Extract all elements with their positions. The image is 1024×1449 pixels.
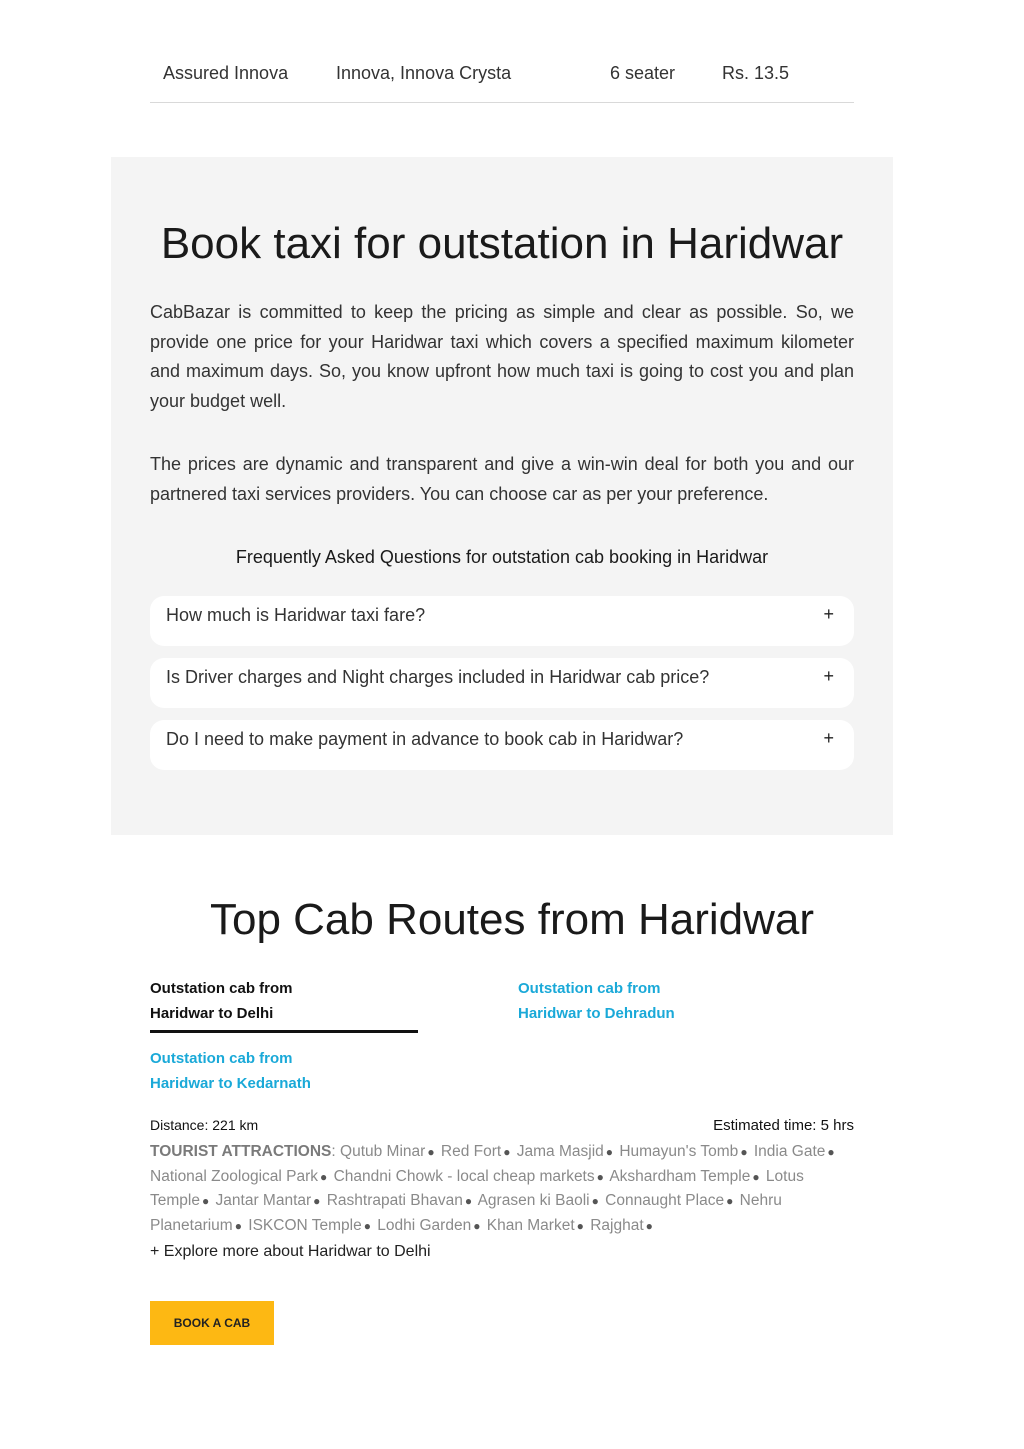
route-tab-delhi[interactable]	[150, 976, 418, 1026]
attraction-item: Agrasen ki Baoli	[477, 1192, 590, 1209]
dynamic-price-paragraph: The prices are dynamic and transparent and give a win-win deal for both you and our partnered taxi services providers. You can choose car as per your preference.	[150, 454, 854, 504]
expand-icon[interactable]: +	[823, 604, 834, 624]
attraction-item: India Gate	[753, 1143, 826, 1160]
bullet-separator: ●	[576, 1218, 584, 1233]
pricing-paragraph: CabBazar is committed to keep the pricing as simple and clear as possible. So, we provide one price for your Haridwar taxi which covers a specified maximum kilometer and maximum days. So, you know upfront how much taxi is going to cost you and plan your budget well.	[150, 302, 854, 411]
bullet-separator: ●	[740, 1145, 748, 1159]
route-tab-dehradun[interactable]	[518, 976, 786, 1026]
route-tab-line1: Outstation cab from	[518, 980, 661, 997]
car-rate: Rs. 13.5	[722, 63, 790, 83]
distance-value: 221 km	[212, 1117, 259, 1133]
bullet-separator: ●	[752, 1169, 760, 1184]
attraction-item: Connaught Place	[605, 1192, 725, 1209]
bullet-separator: ●	[596, 1169, 604, 1184]
bullet-separator: ●	[464, 1194, 473, 1208]
attraction-item: Lodhi Garden	[377, 1216, 472, 1234]
attraction-item: Nehru Planetarium	[150, 1192, 782, 1234]
attractions-label: TOURIST ATTRACTIONS	[150, 1143, 332, 1160]
faq-item-taxi-fare[interactable]	[150, 596, 854, 646]
car-type: Assured Innova	[163, 63, 289, 83]
faq-heading: Frequently Asked Questions for outstation cab booking in Haridwar	[235, 547, 769, 567]
routes-title: Top Cab Routes from Haridwar	[209, 895, 814, 944]
route-distance	[150, 1117, 258, 1133]
faq-question: Is Driver charges and Night charges included in Haridwar cab price?	[166, 667, 710, 687]
expand-icon[interactable]: +	[823, 666, 834, 686]
bullet-separator: ●	[313, 1194, 321, 1208]
car-capacity: 6 seater	[610, 63, 676, 83]
attraction-item: Lotus Temple	[150, 1167, 804, 1209]
route-tab-line2: Haridwar to Dehradun	[518, 1005, 675, 1022]
route-tab-line1: Outstation cab from	[150, 980, 293, 997]
attraction-item: Jama Masjid	[516, 1143, 604, 1160]
route-tab-line2: Haridwar to Delhi	[150, 1005, 274, 1022]
attraction-item: ISKCON Temple	[248, 1216, 362, 1234]
route-tab-line1: Outstation cab from	[150, 1050, 293, 1067]
bullet-separator: ●	[591, 1194, 599, 1208]
attraction-item: Akshardham Temple	[609, 1167, 751, 1185]
faq-question: Do I need to make payment in advance to book cab in Haridwar?	[166, 729, 684, 749]
bullet-separator: ●	[473, 1218, 481, 1233]
attraction-item: Khan Market	[486, 1216, 575, 1234]
expand-icon[interactable]: +	[823, 728, 834, 748]
faq-item-advance-payment[interactable]	[150, 720, 854, 770]
booking-info-section	[111, 157, 893, 835]
time-value: 5 hrs	[820, 1117, 854, 1134]
bullet-separator: ●	[726, 1194, 734, 1208]
bullet-separator: ●	[827, 1145, 835, 1159]
bullet-separator: ●	[201, 1194, 210, 1208]
attraction-item: Qutub Minar	[340, 1143, 426, 1160]
bullet-separator: ●	[503, 1145, 511, 1159]
bullet-separator: ●	[605, 1145, 614, 1159]
route-tab-kedarnath[interactable]	[150, 1046, 418, 1096]
car-rate-row	[150, 52, 854, 103]
attraction-item: Humayun's Tomb	[619, 1143, 739, 1160]
attraction-item: Jantar Mantar	[215, 1192, 312, 1209]
bullet-separator: ●	[427, 1145, 435, 1159]
faq-item-driver-charges[interactable]	[150, 658, 854, 708]
attraction-item: Red Fort	[440, 1143, 502, 1160]
active-tab-underline	[150, 1030, 418, 1033]
route-estimated-time	[713, 1117, 854, 1134]
booking-title: Book taxi for outstation in Haridwar	[160, 219, 844, 268]
time-label: Estimated time:	[713, 1117, 817, 1134]
faq-question: How much is Haridwar taxi fare?	[166, 605, 426, 625]
attraction-item: Rajghat	[590, 1216, 644, 1234]
explore-route-link[interactable]: + Explore more about Haridwar to Delhi	[150, 1243, 431, 1260]
bullet-separator: ●	[320, 1169, 328, 1184]
attraction-item: National Zoological Park	[150, 1167, 319, 1185]
bullet-separator: ●	[645, 1218, 653, 1233]
bullet-separator: ●	[234, 1218, 242, 1233]
bullet-separator: ●	[363, 1218, 371, 1233]
route-tab-line2: Haridwar to Kedarnath	[150, 1075, 311, 1092]
distance-label: Distance:	[150, 1117, 209, 1133]
book-cab-button[interactable]: BOOK A CAB	[150, 1301, 274, 1345]
tourist-attractions: TOURIST ATTRACTIONS: Qutub Minar ● Red Fort ● Jama Masjid ● Humayun's Tomb ● India Gate ● National Zoological Park ● Chandni Chowk - local cheap markets ● Akshardham Temple ● Lotus Temple ● Jantar Mantar ● Rashtrapati Bhavan ● Agrasen ki Baoli ● Connaught Place ● Nehru Planetarium ● ISKCON Temple ● Lodhi Garden ● Khan Market ● Rajghat ●	[150, 1143, 835, 1234]
car-models: Innova, Innova Crysta	[336, 63, 512, 83]
attraction-item: Rashtrapati Bhavan	[326, 1192, 463, 1209]
attraction-item: Chandni Chowk - local cheap markets	[333, 1167, 595, 1185]
